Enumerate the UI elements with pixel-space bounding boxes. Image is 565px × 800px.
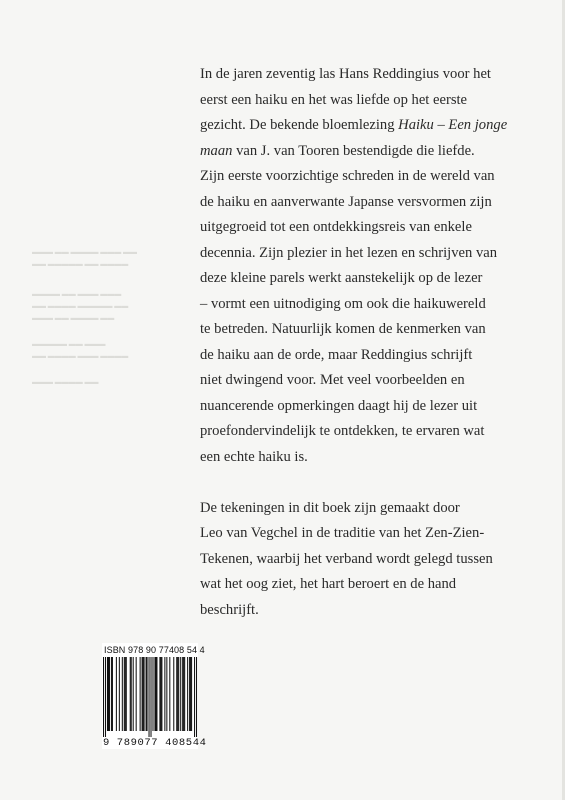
text-line: wat het oog ziet, het hart beroert en de hand	[200, 576, 457, 592]
barcode-bar	[156, 657, 157, 731]
barcode-bar	[161, 657, 162, 731]
barcode-bar	[133, 657, 134, 731]
barcode-bar	[166, 657, 167, 731]
barcode-bar	[131, 657, 132, 731]
text-line: de haiku aan de orde, maar Reddingius schrijft	[200, 346, 473, 363]
barcode-bar	[103, 657, 104, 737]
blurb-paragraph-2	[200, 496, 545, 624]
barcode-bar	[105, 657, 106, 737]
text-line: De tekeningen in dit boek zijn gemaakt door	[200, 499, 460, 516]
barcode-bar	[160, 657, 161, 731]
barcode-bar	[140, 657, 141, 731]
text-line: decennia. Zijn plezier in het lezen en schrijven van	[200, 244, 498, 261]
text-line: eerst een haiku en het was liefde op het eerste	[200, 91, 468, 108]
barcode-bar	[144, 657, 145, 731]
barcode-bar	[190, 657, 191, 731]
barcode-bar	[187, 657, 188, 731]
book-title-italic: Haiku – Een jonge	[398, 117, 508, 133]
text-line: nuancerende opmerkingen daagt hij de lezer uit	[200, 397, 478, 414]
barcode-bar	[112, 657, 113, 731]
barcode-bar	[108, 657, 109, 731]
blurb-text	[200, 62, 545, 623]
text-line: te betreden. Natuurlijk komen de kenmerken van	[200, 321, 486, 337]
book-title-italic: maan	[200, 142, 233, 159]
text-line	[200, 139, 545, 165]
barcode-bar	[111, 657, 112, 731]
barcode-bar	[136, 657, 137, 731]
barcode-bar	[149, 657, 150, 737]
barcode-bar	[184, 657, 185, 731]
text-line: Tekenen, waarbij het verband wordt gelegd tussen	[200, 550, 493, 567]
text-line: beschrijft.	[200, 601, 259, 618]
barcode-bar	[182, 657, 183, 731]
barcode-bar	[176, 657, 177, 731]
barcode-bar	[119, 657, 120, 731]
barcode-bar	[124, 657, 125, 731]
barcode-bar	[178, 657, 179, 731]
barcode-bar	[146, 657, 147, 731]
isbn-barcode	[102, 643, 207, 749]
text-line: proefondervindelijk te ontdekken, te ervaren wat	[200, 423, 485, 439]
text-run: van J. van Tooren bestendigde die liefde.	[232, 142, 475, 159]
text-run: gezicht. De bekende bloemlezing	[200, 117, 399, 133]
barcode-bar	[122, 657, 123, 731]
text-line	[200, 113, 545, 139]
blurb-paragraph-1	[200, 62, 545, 470]
text-line: – vormt een uitnodiging om ook die haikuwereld	[200, 295, 486, 312]
barcode-bar	[109, 657, 110, 731]
barcode-bar	[196, 657, 197, 737]
text-line: deze kleine parels werkt aanstekelijk op de lezer	[200, 270, 483, 286]
barcode-bar	[191, 657, 192, 731]
barcode-bar	[147, 657, 148, 731]
barcode-bar	[194, 657, 195, 737]
barcode-bar	[155, 657, 156, 731]
barcode-digits: 9 789077 408544	[103, 737, 207, 749]
barcode-bar	[125, 657, 126, 731]
text-line: de haiku en aanverwante Japanse versvormen zijn	[200, 193, 492, 210]
text-line: een echte haiku is.	[200, 448, 308, 465]
barcode-bar	[143, 657, 144, 731]
barcode-bar	[180, 657, 181, 731]
text-line: In de jaren zeventig las Hans Reddingius voor het	[200, 66, 491, 82]
barcode-bar	[154, 657, 155, 731]
text-line: uitgegroeid tot een ontdekkingsreis van enkele	[200, 219, 472, 235]
barcode-bar	[116, 657, 117, 731]
barcode-bar	[177, 657, 178, 731]
barcode-bar	[152, 657, 153, 731]
text-line: Leo van Vegchel in de traditie van het Zen-Zien-	[200, 525, 485, 541]
barcode-bar	[189, 657, 190, 731]
barcode-bar	[173, 657, 174, 731]
barcode-bar	[130, 657, 131, 731]
barcode-bar	[164, 657, 165, 731]
barcode-bar	[169, 657, 170, 731]
text-line: Zijn eerste voorzichtige schreden in de wereld van	[200, 168, 495, 184]
barcode-bar	[150, 657, 151, 737]
barcode-bar	[107, 657, 108, 731]
barcode-bars	[102, 657, 198, 737]
barcode-bar	[159, 657, 160, 731]
barcode-bar	[183, 657, 184, 731]
isbn-label: ISBN 978 90 77408 54 4	[104, 645, 205, 655]
show-through-text: ▬▬▬ ▬▬ ▬▬▬▬ ▬▬▬ ▬▬ ▬▬ ▬▬▬▬▬ ▬▬ ▬▬▬▬ ▬▬▬▬ ▬▬ ▬▬▬ ▬▬▬ ▬▬ ▬▬▬▬ ▬▬▬▬▬ ▬▬ ▬▬▬ ▬▬ ▬▬▬▬ ▬▬ ▬▬▬▬▬ ▬▬ ▬▬▬ ▬▬ ▬▬▬▬ ▬▬▬ ▬▬▬▬ ▬▬▬ ▬▬▬▬ ▬▬	[32, 248, 137, 386]
barcode-bar	[142, 657, 143, 731]
barcode-bar	[126, 657, 127, 731]
text-line: niet dwingend voor. Met veel voorbeelden en	[200, 372, 465, 388]
